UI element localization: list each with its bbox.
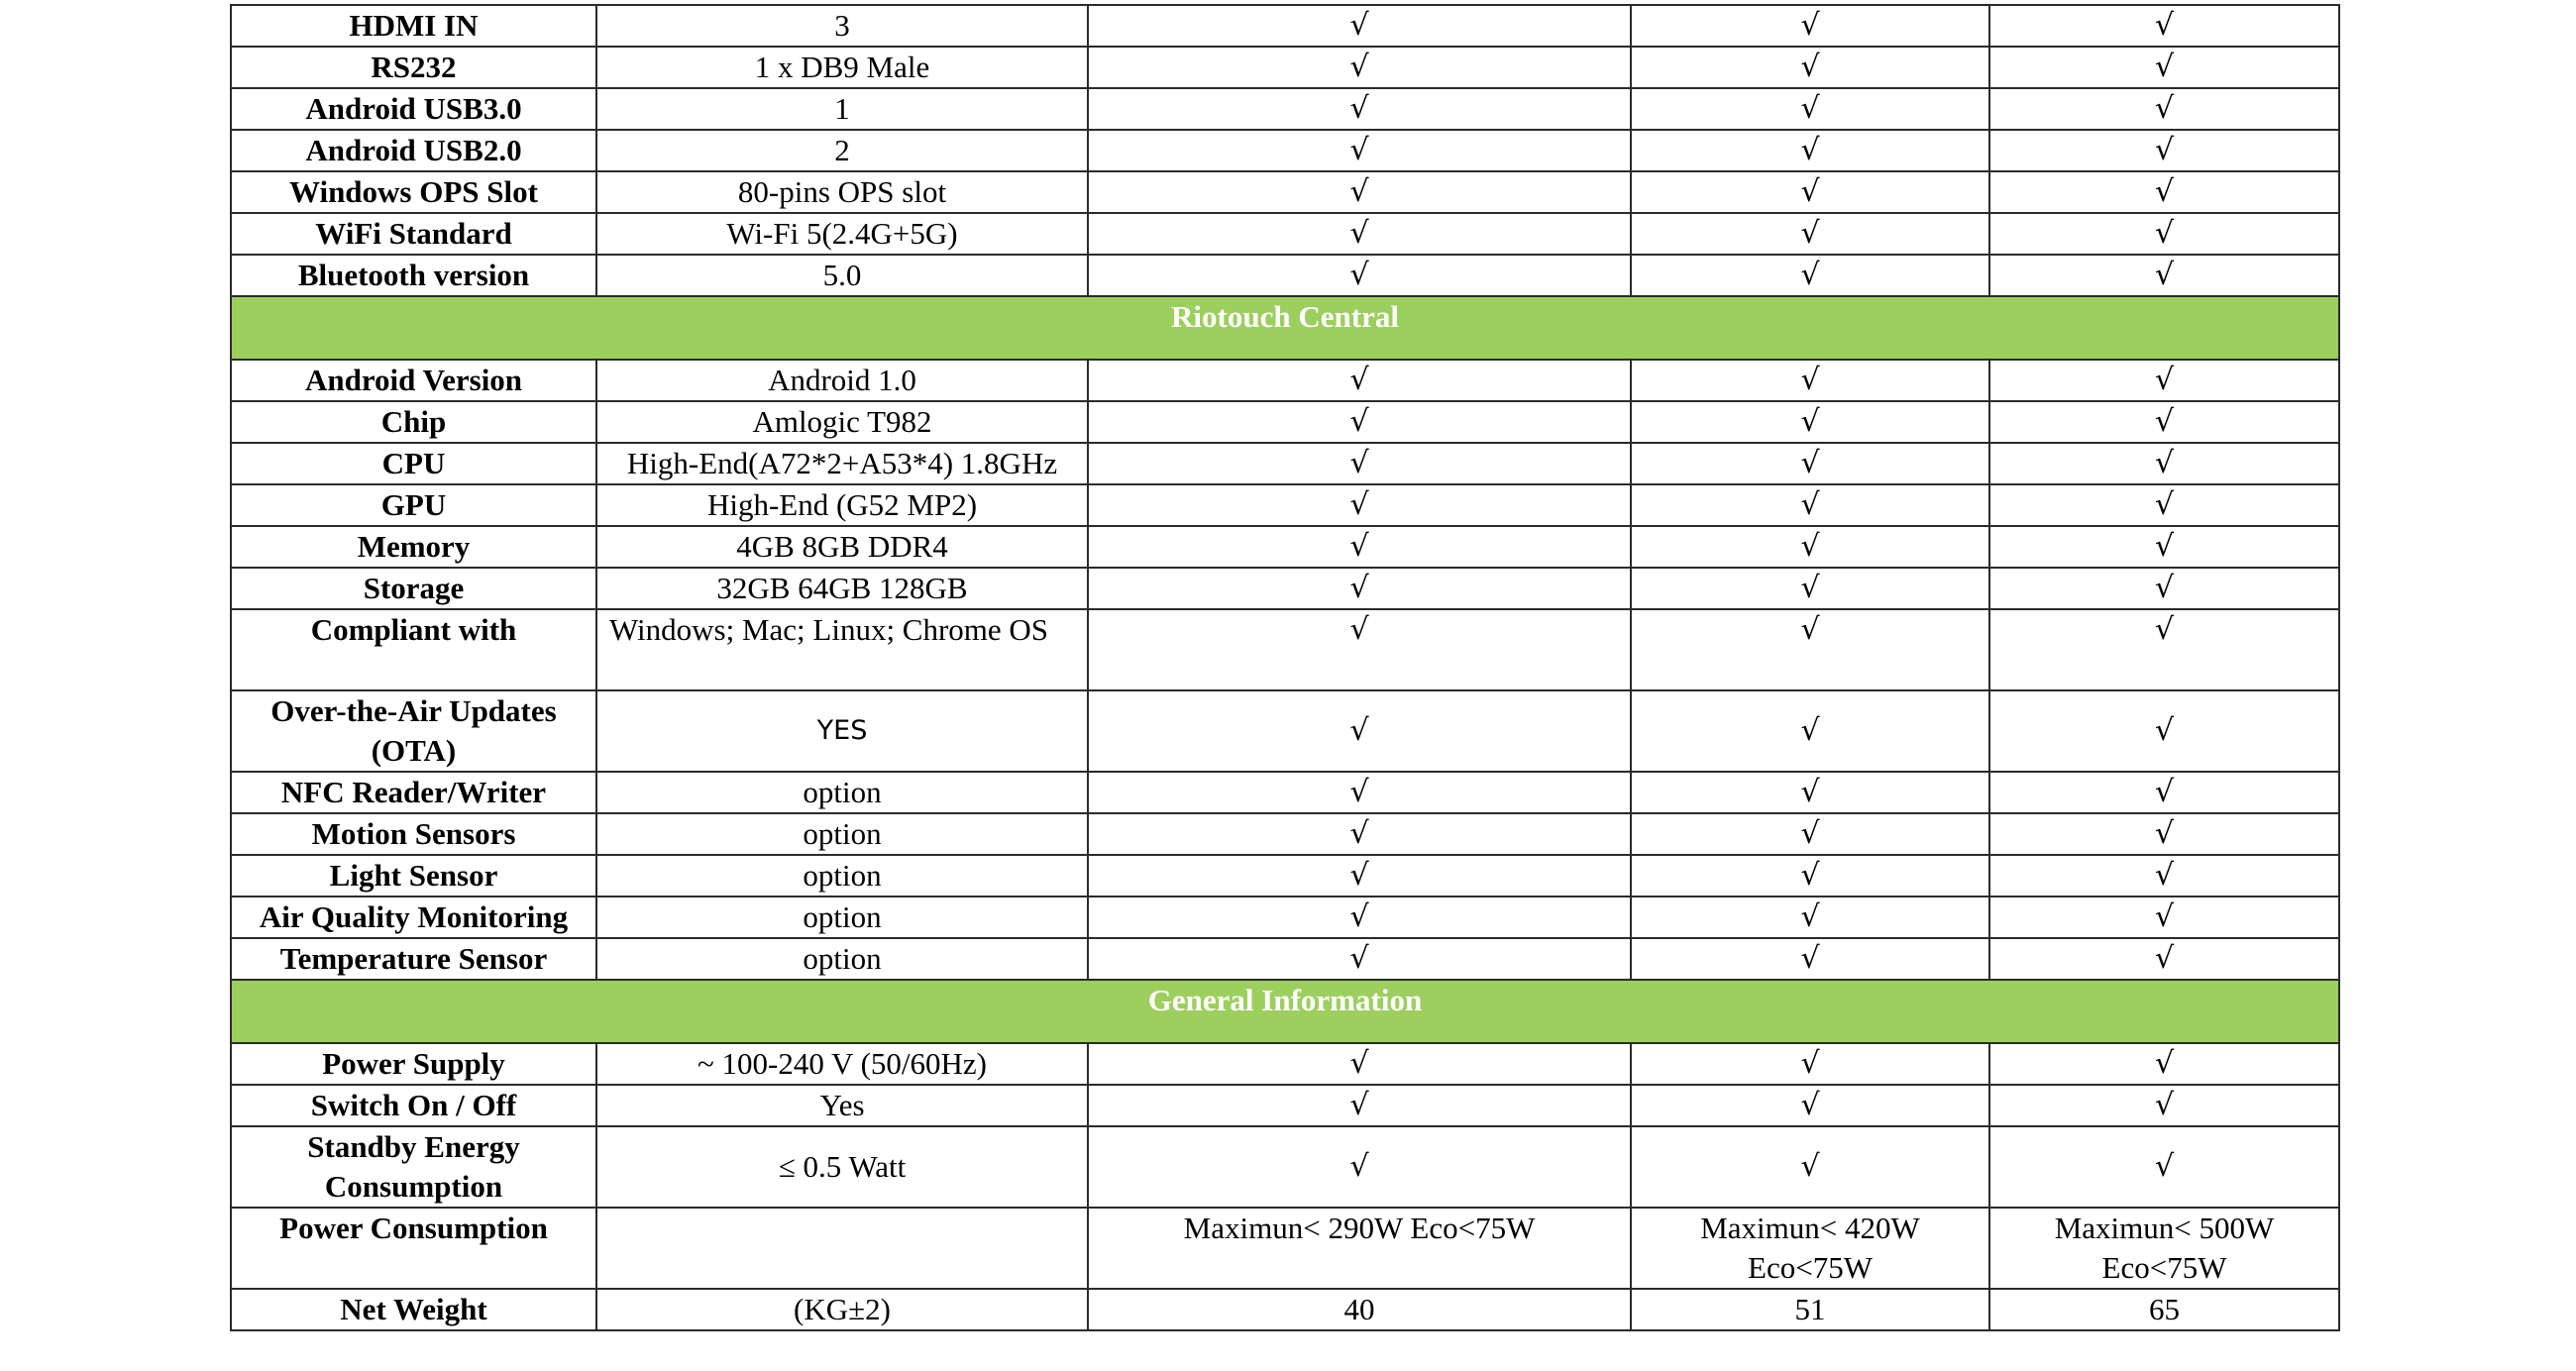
check-mark: √ bbox=[1631, 772, 1989, 813]
feature-cell: NFC Reader/Writer bbox=[231, 772, 596, 813]
table-row bbox=[231, 1085, 2339, 1126]
section-header-row bbox=[231, 980, 2339, 1043]
feature-cell: Air Quality Monitoring bbox=[231, 896, 596, 938]
check-mark: √ bbox=[1989, 401, 2339, 443]
feature-cell: Compliant with bbox=[231, 609, 596, 690]
feature-cell: Light Sensor bbox=[231, 855, 596, 896]
value-cell: High-End(A72*2+A53*4) 1.8GHz bbox=[596, 443, 1088, 484]
check-mark: √ bbox=[1088, 5, 1631, 47]
check-mark: √ bbox=[1088, 130, 1631, 171]
check-mark: √ bbox=[1088, 443, 1631, 484]
table-row bbox=[231, 690, 2339, 772]
section-header-row bbox=[231, 296, 2339, 360]
value-cell: High-End (G52 MP2) bbox=[596, 484, 1088, 526]
feature-cell: HDMI IN bbox=[231, 5, 596, 47]
check-mark: √ bbox=[1088, 690, 1631, 772]
check-mark: √ bbox=[1088, 47, 1631, 88]
check-mark: √ bbox=[1088, 609, 1631, 690]
value-cell: option bbox=[596, 855, 1088, 896]
check-mark: √ bbox=[1631, 213, 1989, 255]
section-title: General Information bbox=[231, 980, 2339, 1043]
feature-cell: Net Weight bbox=[231, 1289, 596, 1330]
weight-cell: 40 bbox=[1088, 1289, 1631, 1330]
check-mark: √ bbox=[1088, 526, 1631, 568]
check-mark: √ bbox=[1088, 938, 1631, 980]
weight-cell: 51 bbox=[1631, 1289, 1989, 1330]
check-mark: √ bbox=[1088, 255, 1631, 296]
feature-cell: Over-the-Air Updates (OTA) bbox=[231, 690, 596, 772]
check-mark: √ bbox=[1088, 772, 1631, 813]
check-mark: √ bbox=[1088, 484, 1631, 526]
check-mark: √ bbox=[1631, 401, 1989, 443]
value-cell: 1 bbox=[596, 88, 1088, 130]
feature-cell: Bluetooth version bbox=[231, 255, 596, 296]
feature-cell: Power Supply bbox=[231, 1043, 596, 1085]
table-row bbox=[231, 813, 2339, 855]
value-cell: option bbox=[596, 772, 1088, 813]
value-cell: Windows; Mac; Linux; Chrome OS bbox=[596, 609, 1088, 690]
check-mark: √ bbox=[1989, 896, 2339, 938]
power-consumption-cell: Maximun< 290W Eco<75W bbox=[1088, 1208, 1631, 1289]
check-mark: √ bbox=[1631, 88, 1989, 130]
feature-cell: Chip bbox=[231, 401, 596, 443]
value-cell: 1 x DB9 Male bbox=[596, 47, 1088, 88]
check-mark: √ bbox=[1989, 171, 2339, 213]
table-row bbox=[231, 130, 2339, 171]
table-row bbox=[231, 772, 2339, 813]
feature-cell: GPU bbox=[231, 484, 596, 526]
feature-cell: Power Consumption bbox=[231, 1208, 596, 1289]
table-row bbox=[231, 484, 2339, 526]
table-row bbox=[231, 609, 2339, 690]
check-mark: √ bbox=[1631, 568, 1989, 609]
value-cell: Wi-Fi 5(2.4G+5G) bbox=[596, 213, 1088, 255]
check-mark: √ bbox=[1631, 171, 1989, 213]
feature-cell: Storage bbox=[231, 568, 596, 609]
table-row bbox=[231, 360, 2339, 401]
table-row bbox=[231, 88, 2339, 130]
value-cell: Android 1.0 bbox=[596, 360, 1088, 401]
check-mark: √ bbox=[1989, 255, 2339, 296]
check-mark: √ bbox=[1631, 896, 1989, 938]
feature-cell: Android USB2.0 bbox=[231, 130, 596, 171]
feature-cell: Standby Energy Consumption bbox=[231, 1126, 596, 1208]
table-row bbox=[231, 1043, 2339, 1085]
feature-cell: Windows OPS Slot bbox=[231, 171, 596, 213]
check-mark: √ bbox=[1088, 813, 1631, 855]
table-row bbox=[231, 47, 2339, 88]
check-mark: √ bbox=[1989, 772, 2339, 813]
table-row bbox=[231, 1289, 2339, 1330]
value-cell: (KG±2) bbox=[596, 1289, 1088, 1330]
check-mark: √ bbox=[1631, 609, 1989, 690]
value-cell bbox=[596, 1208, 1088, 1289]
feature-cell: Temperature Sensor bbox=[231, 938, 596, 980]
check-mark: √ bbox=[1088, 360, 1631, 401]
check-mark: √ bbox=[1088, 896, 1631, 938]
check-mark: √ bbox=[1989, 813, 2339, 855]
feature-cell: WiFi Standard bbox=[231, 213, 596, 255]
check-mark: √ bbox=[1989, 88, 2339, 130]
value-cell: Yes bbox=[596, 1085, 1088, 1126]
table-row bbox=[231, 213, 2339, 255]
table-row bbox=[231, 896, 2339, 938]
check-mark: √ bbox=[1088, 855, 1631, 896]
check-mark: √ bbox=[1631, 690, 1989, 772]
check-mark: √ bbox=[1631, 855, 1989, 896]
value-cell: option bbox=[596, 896, 1088, 938]
table-row bbox=[231, 855, 2339, 896]
check-mark: √ bbox=[1088, 213, 1631, 255]
value-cell: 32GB 64GB 128GB bbox=[596, 568, 1088, 609]
check-mark: √ bbox=[1631, 47, 1989, 88]
feature-cell: Motion Sensors bbox=[231, 813, 596, 855]
table-row bbox=[231, 255, 2339, 296]
check-mark: √ bbox=[1631, 360, 1989, 401]
weight-cell: 65 bbox=[1989, 1289, 2339, 1330]
spec-table bbox=[230, 4, 2340, 1331]
check-mark: √ bbox=[1989, 130, 2339, 171]
check-mark: √ bbox=[1631, 1043, 1989, 1085]
check-mark: √ bbox=[1631, 813, 1989, 855]
check-mark: √ bbox=[1088, 171, 1631, 213]
table-row bbox=[231, 1126, 2339, 1208]
check-mark: √ bbox=[1088, 88, 1631, 130]
value-cell: option bbox=[596, 938, 1088, 980]
check-mark: √ bbox=[1989, 855, 2339, 896]
check-mark: √ bbox=[1989, 360, 2339, 401]
section-title: Riotouch Central bbox=[231, 296, 2339, 360]
power-consumption-cell: Maximun< 420W Eco<75W bbox=[1631, 1208, 1989, 1289]
value-cell: 4GB 8GB DDR4 bbox=[596, 526, 1088, 568]
check-mark: √ bbox=[1088, 568, 1631, 609]
check-mark: √ bbox=[1989, 938, 2339, 980]
value-cell: Amlogic T982 bbox=[596, 401, 1088, 443]
check-mark: √ bbox=[1989, 5, 2339, 47]
check-mark: √ bbox=[1631, 130, 1989, 171]
check-mark: √ bbox=[1989, 1085, 2339, 1126]
check-mark: √ bbox=[1989, 213, 2339, 255]
table-row bbox=[231, 1208, 2339, 1289]
check-mark: √ bbox=[1989, 1043, 2339, 1085]
check-mark: √ bbox=[1631, 1126, 1989, 1208]
table-row bbox=[231, 5, 2339, 47]
check-mark: √ bbox=[1088, 1126, 1631, 1208]
check-mark: √ bbox=[1989, 609, 2339, 690]
table-row bbox=[231, 568, 2339, 609]
check-mark: √ bbox=[1088, 401, 1631, 443]
value-cell: ≤ 0.5 Watt bbox=[596, 1126, 1088, 1208]
value-cell: YES bbox=[596, 690, 1088, 772]
check-mark: √ bbox=[1989, 443, 2339, 484]
check-mark: √ bbox=[1989, 1126, 2339, 1208]
feature-cell: Android Version bbox=[231, 360, 596, 401]
check-mark: √ bbox=[1631, 938, 1989, 980]
value-cell: 3 bbox=[596, 5, 1088, 47]
table-row bbox=[231, 171, 2339, 213]
check-mark: √ bbox=[1088, 1085, 1631, 1126]
check-mark: √ bbox=[1631, 526, 1989, 568]
check-mark: √ bbox=[1631, 1085, 1989, 1126]
table-row bbox=[231, 401, 2339, 443]
feature-cell: Android USB3.0 bbox=[231, 88, 596, 130]
feature-cell: Memory bbox=[231, 526, 596, 568]
power-consumption-cell: Maximun< 500W Eco<75W bbox=[1989, 1208, 2339, 1289]
check-mark: √ bbox=[1631, 255, 1989, 296]
check-mark: √ bbox=[1989, 484, 2339, 526]
value-cell: 80-pins OPS slot bbox=[596, 171, 1088, 213]
table-row bbox=[231, 526, 2339, 568]
feature-cell: CPU bbox=[231, 443, 596, 484]
check-mark: √ bbox=[1989, 568, 2339, 609]
value-cell: 2 bbox=[596, 130, 1088, 171]
check-mark: √ bbox=[1631, 484, 1989, 526]
check-mark: √ bbox=[1631, 5, 1989, 47]
value-cell: 5.0 bbox=[596, 255, 1088, 296]
check-mark: √ bbox=[1088, 1043, 1631, 1085]
check-mark: √ bbox=[1631, 443, 1989, 484]
check-mark: √ bbox=[1989, 526, 2339, 568]
table-row bbox=[231, 443, 2339, 484]
feature-cell: RS232 bbox=[231, 47, 596, 88]
value-cell: option bbox=[596, 813, 1088, 855]
check-mark: √ bbox=[1989, 47, 2339, 88]
check-mark: √ bbox=[1989, 690, 2339, 772]
feature-cell: Switch On / Off bbox=[231, 1085, 596, 1126]
value-cell: ~ 100-240 V (50/60Hz) bbox=[596, 1043, 1088, 1085]
table-row bbox=[231, 938, 2339, 980]
